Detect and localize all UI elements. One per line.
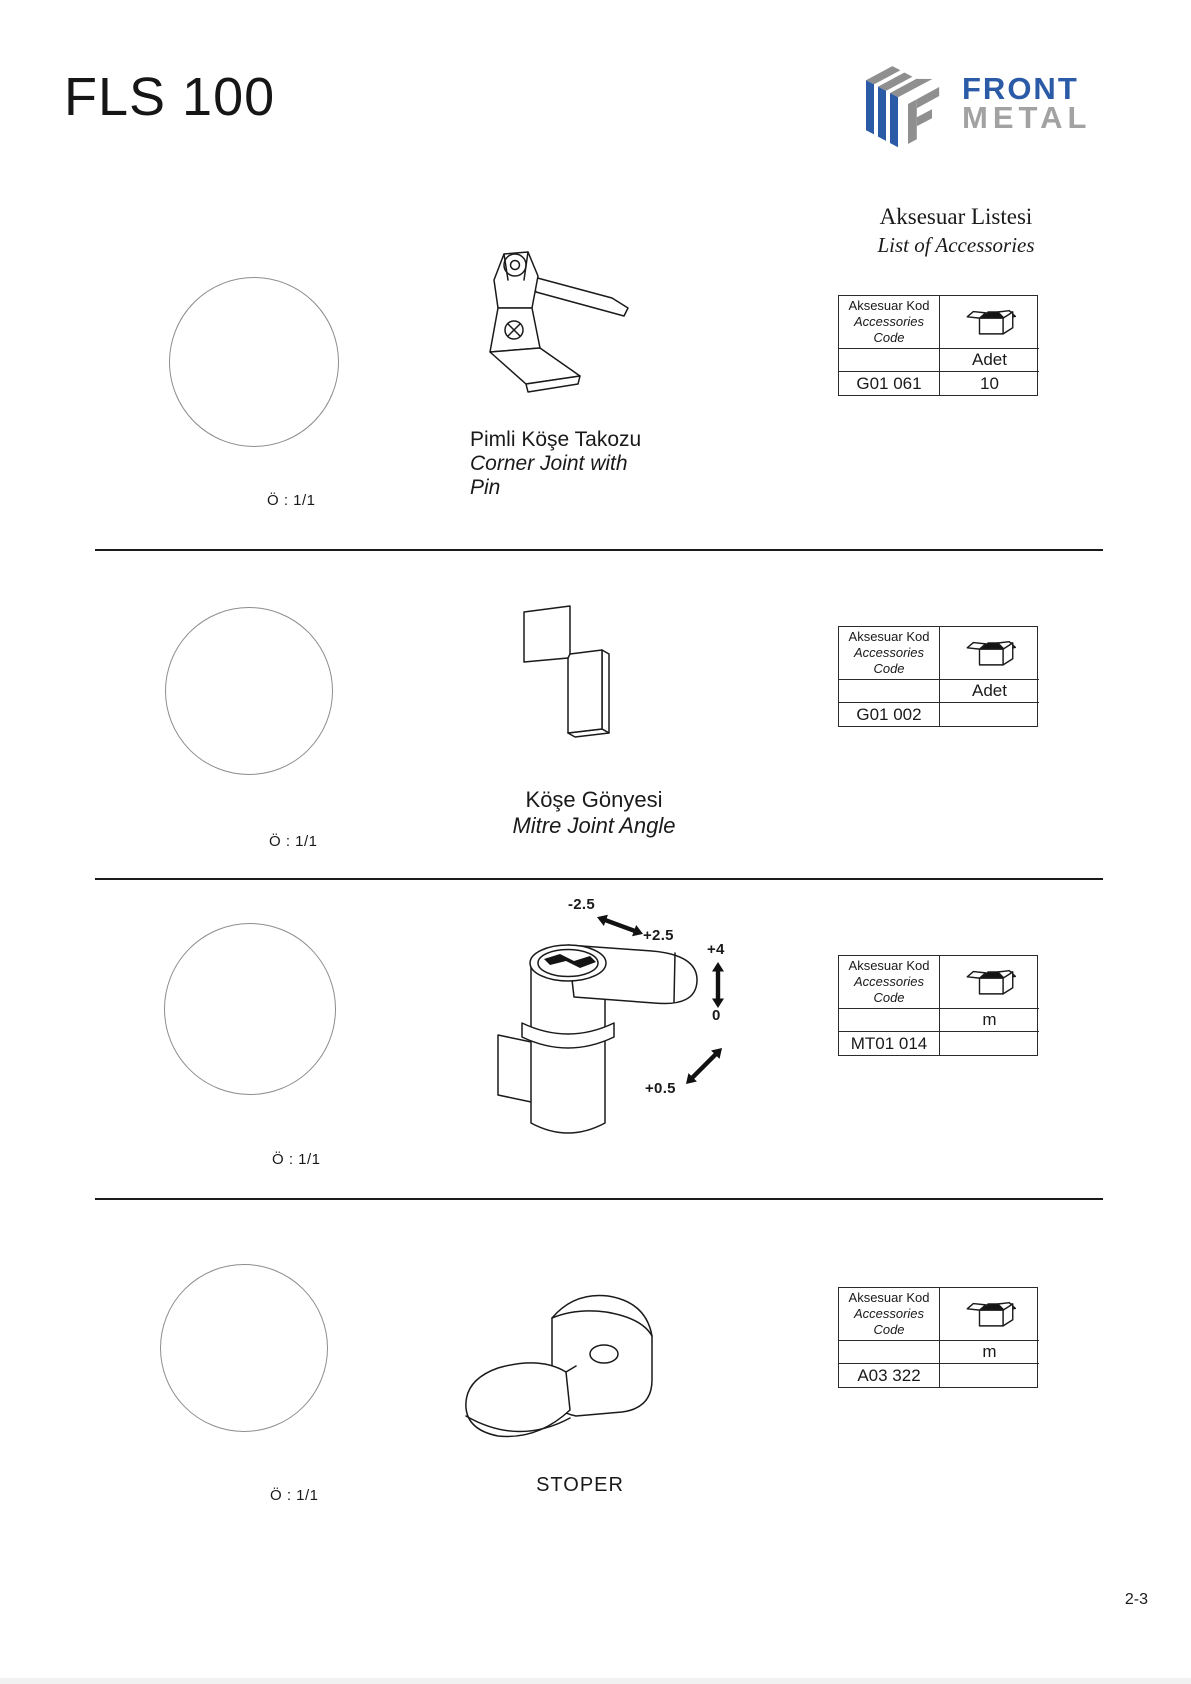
quantity-cell [939, 1031, 1039, 1055]
dim-label-plus-4: +4 [707, 941, 725, 958]
package-header-cell [939, 956, 1039, 1008]
hinge-drawing [470, 895, 735, 1147]
accessories-table [838, 295, 1038, 396]
empty-cell [839, 348, 939, 371]
product-name-en-line1: Mitre Joint Angle [512, 813, 676, 838]
code-cell: A03 322 [839, 1363, 939, 1387]
brand-name-front: FRONT [962, 71, 1079, 106]
code-cell: MT01 014 [839, 1031, 939, 1055]
quantity-cell [939, 702, 1039, 726]
package-box-icon [962, 636, 1018, 671]
code-header-cell [839, 296, 939, 348]
corner-joint-drawing [452, 246, 647, 444]
page-title: FLS 100 [64, 67, 276, 127]
logo-cube-icon [856, 52, 950, 152]
accessories-table [838, 1287, 1038, 1388]
section-divider [95, 1198, 1103, 1200]
package-header-cell [939, 627, 1039, 679]
package-header-cell [939, 296, 1039, 348]
unit-cell: Adet [939, 679, 1039, 702]
detail-circle [164, 923, 336, 1095]
scale-label: Ö : 1/1 [269, 833, 318, 850]
section-divider [95, 878, 1103, 880]
code-header-en: Accessories Code [853, 645, 925, 676]
accessories-table [838, 955, 1038, 1056]
brand-logo [856, 52, 1091, 152]
page-number: 2-3 [1124, 1591, 1148, 1608]
package-box-icon [962, 1297, 1018, 1332]
code-header-tr: Aksesuar Kod [848, 298, 930, 313]
package-box-icon [962, 965, 1018, 1000]
package-header-cell [939, 1288, 1039, 1340]
product-name-en-line2: Pin [470, 476, 501, 499]
scale-label: Ö : 1/1 [267, 492, 316, 509]
accessories-table [838, 626, 1038, 727]
empty-cell [839, 679, 939, 702]
mitre-angle-drawing [512, 600, 647, 772]
quantity-cell: 10 [939, 371, 1039, 395]
code-header-en: Accessories Code [853, 974, 925, 1005]
dim-label-zero: 0 [712, 1007, 721, 1024]
page-bottom-edge [0, 1678, 1191, 1684]
scale-label: Ö : 1/1 [270, 1487, 319, 1504]
empty-cell [839, 1340, 939, 1363]
accessories-heading-tr: Aksesuar Listesi [879, 204, 1033, 229]
unit-cell: m [939, 1008, 1039, 1031]
accessories-heading-en: List of Accessories [877, 233, 1035, 257]
detail-circle [165, 607, 333, 775]
detail-circle [169, 277, 339, 447]
quantity-cell [939, 1363, 1039, 1387]
code-header-tr: Aksesuar Kod [848, 1290, 930, 1305]
accessories-heading [840, 204, 1072, 258]
package-box-icon [962, 305, 1018, 340]
code-cell: G01 061 [839, 371, 939, 395]
brand-name-metal: METAL [962, 100, 1092, 135]
scale-label: Ö : 1/1 [272, 1151, 321, 1168]
product-name-tr: Pimli Köşe Takozu [470, 428, 642, 451]
dim-label-minus-2-5: -2.5 [568, 896, 596, 913]
section-divider [95, 549, 1103, 551]
code-header-cell [839, 956, 939, 1008]
dim-label-plus-2-5: +2.5 [643, 927, 674, 944]
code-header-tr: Aksesuar Kod [848, 958, 930, 973]
unit-cell: m [939, 1340, 1039, 1363]
dim-label-plus-0-5: +0.5 [645, 1080, 676, 1097]
product-name-tr: Köşe Gönyesi [525, 787, 663, 812]
unit-cell: Adet [939, 348, 1039, 371]
empty-cell [839, 1008, 939, 1031]
product-name [470, 428, 641, 500]
code-header-tr: Aksesuar Kod [848, 629, 930, 644]
code-header-cell [839, 627, 939, 679]
code-header-en: Accessories Code [853, 314, 925, 345]
product-name [494, 787, 694, 839]
product-name-en-line1: Corner Joint with [470, 452, 628, 475]
stopper-drawing [456, 1288, 671, 1460]
code-cell: G01 002 [839, 702, 939, 726]
code-header-cell [839, 1288, 939, 1340]
code-header-en: Accessories Code [853, 1306, 925, 1337]
product-caption: STOPER [536, 1474, 624, 1496]
detail-circle [160, 1264, 328, 1432]
